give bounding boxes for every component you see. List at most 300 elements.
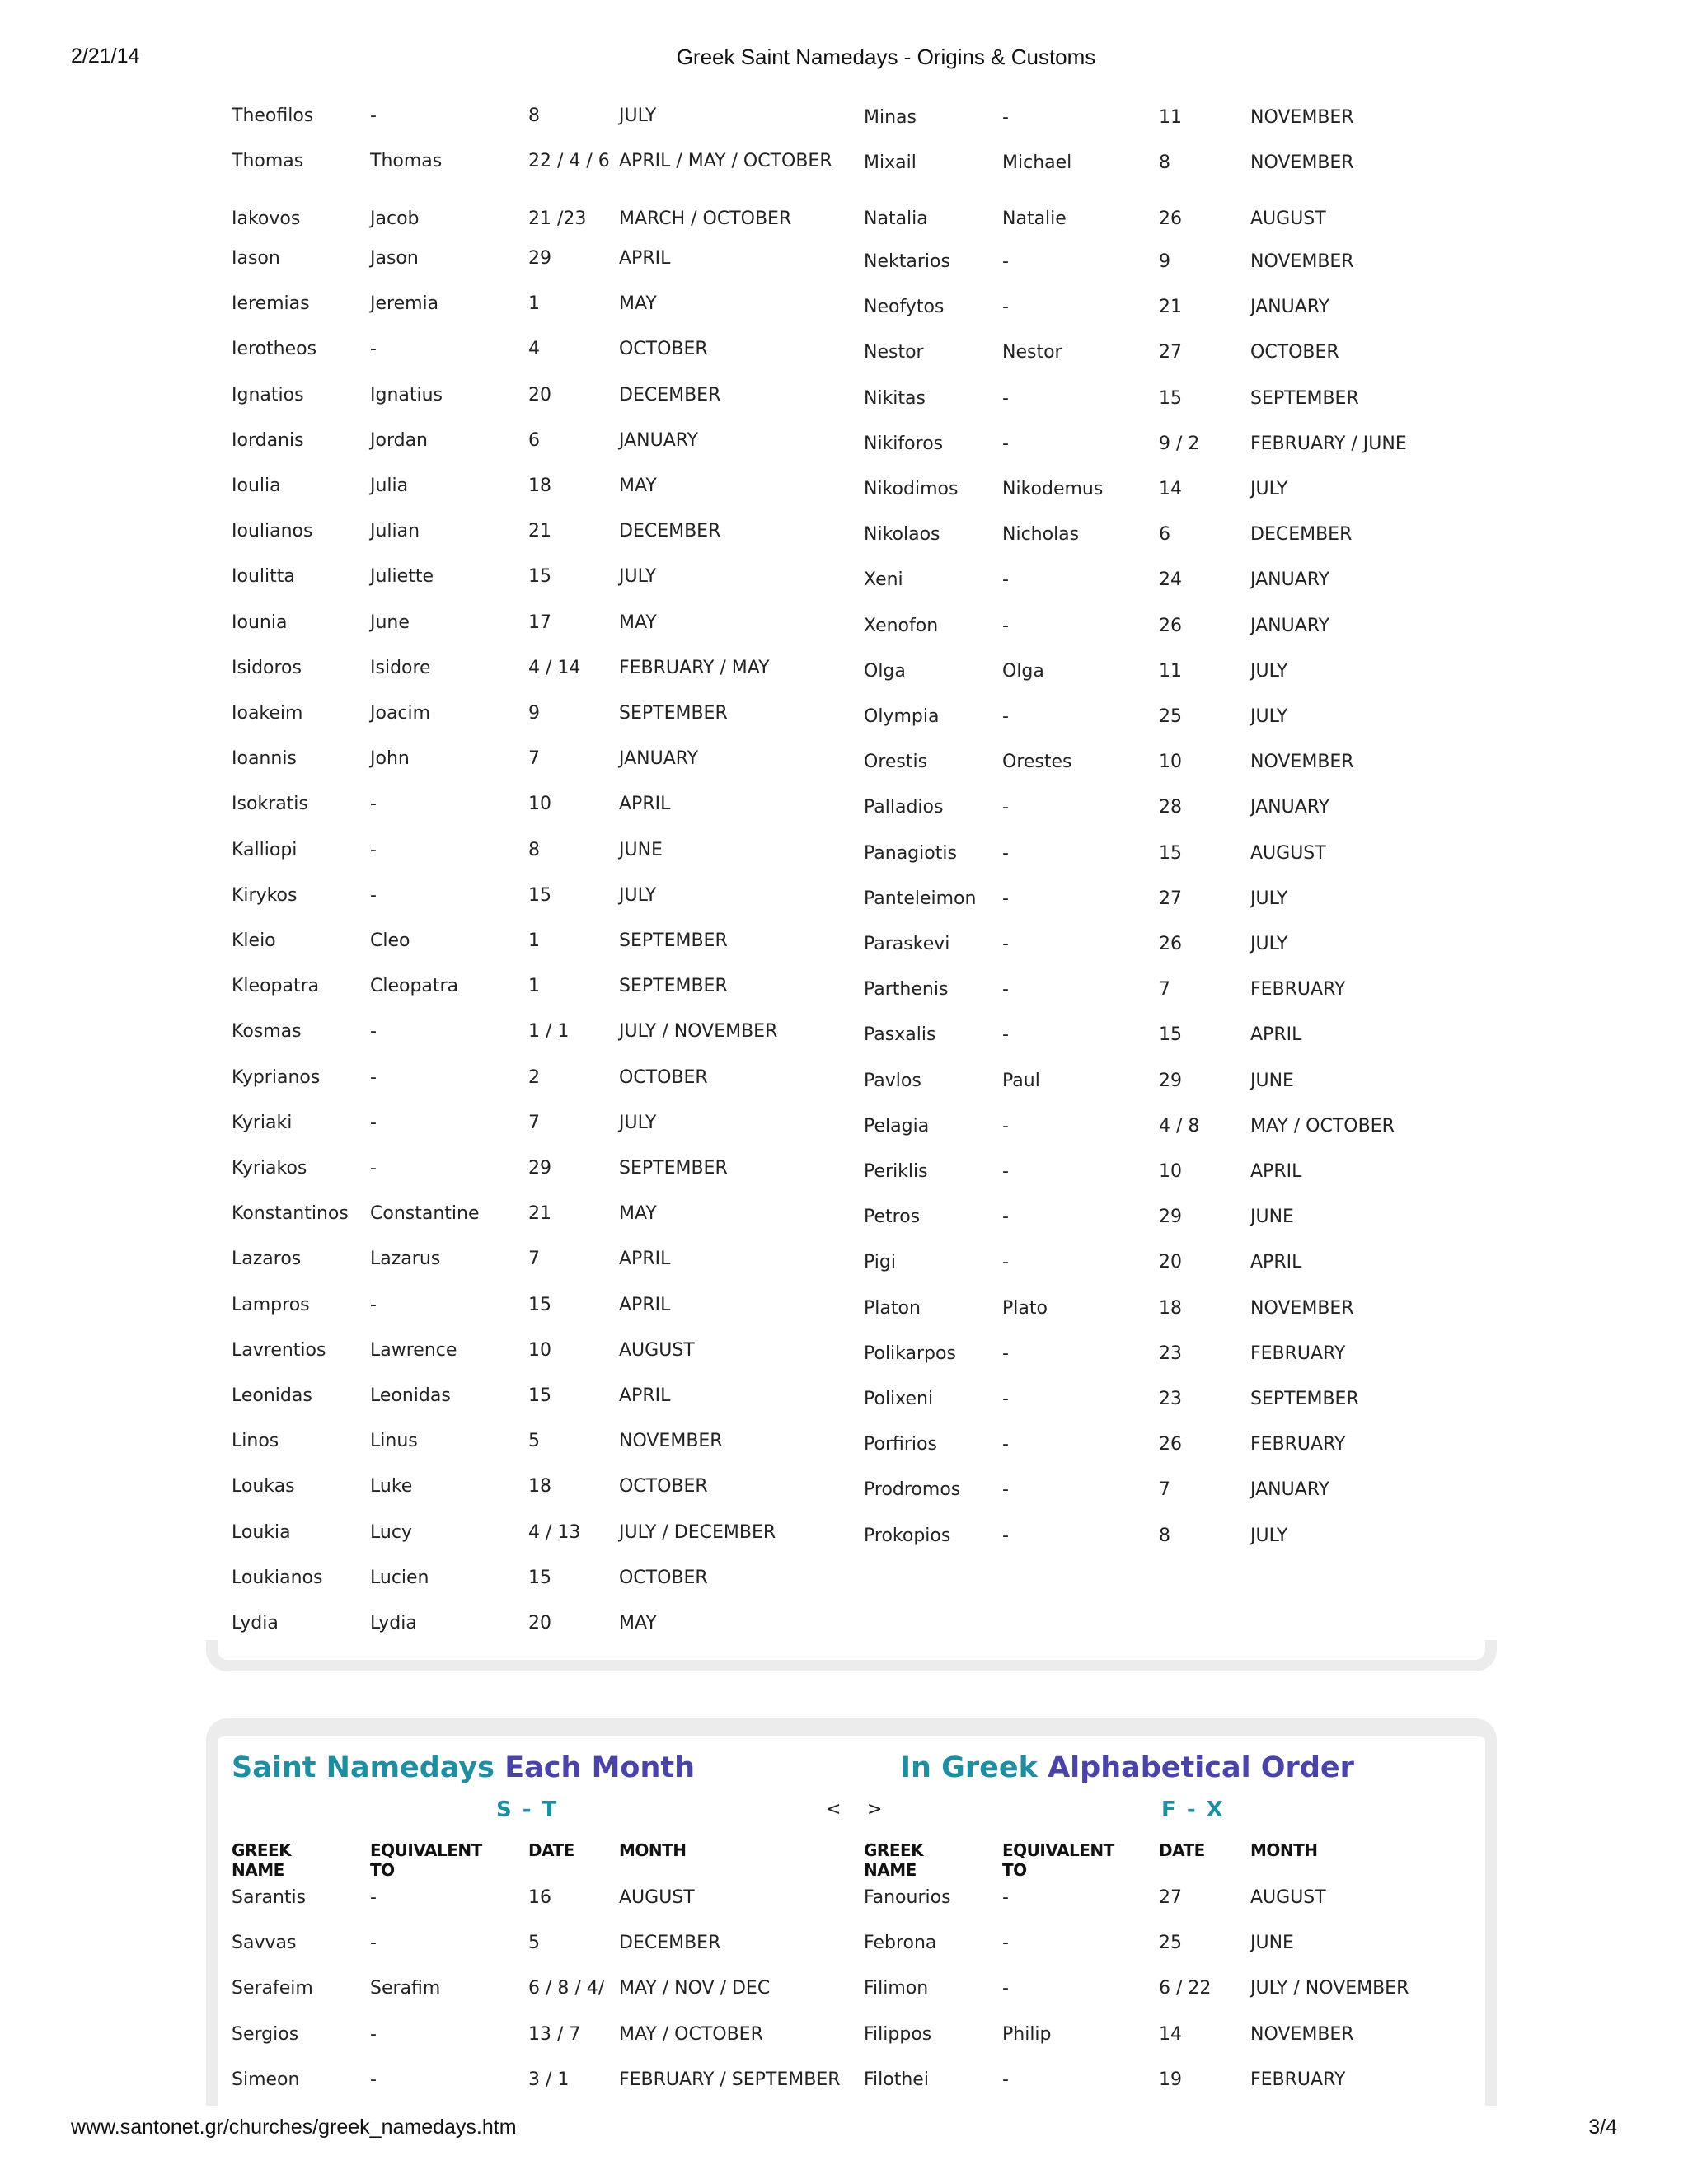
date-cell: 1 — [528, 976, 540, 997]
month-cell: APRIL / MAY / OCTOBER — [619, 151, 832, 171]
month-cell: AUGUST — [1250, 1887, 1326, 1908]
month-cell: FEBRUARY / SEPTEMBER — [619, 2069, 841, 2090]
equivalent-cell: Juliette — [370, 566, 434, 588]
greek-name-cell: Kirykos — [232, 884, 298, 906]
month-cell: AUGUST — [1250, 209, 1326, 229]
month-cell: OCTOBER — [619, 1567, 708, 1588]
date-cell: 15 — [528, 566, 551, 588]
equivalent-cell: - — [1002, 433, 1009, 454]
date-cell: 15 — [1159, 1024, 1182, 1046]
equivalent-cell: Orestes — [1002, 752, 1072, 773]
greek-name-cell: Loukia — [232, 1521, 291, 1543]
equivalent-cell: - — [370, 1066, 377, 1088]
date-cell: 9 / 2 — [1159, 433, 1200, 454]
greek-name-cell: Thomas — [232, 151, 304, 171]
equivalent-cell: Isidore — [370, 657, 431, 678]
date-cell: 29 — [1159, 1207, 1182, 1228]
greek-name-cell: Nestor — [864, 342, 924, 363]
date-cell: 10 — [1159, 1161, 1182, 1182]
equivalent-cell: - — [1002, 297, 1009, 318]
equivalent-cell: - — [1002, 1887, 1009, 1908]
greek-name-cell: Periklis — [864, 1161, 928, 1182]
month-cell: JULY — [619, 566, 657, 588]
month-cell: JULY — [1250, 888, 1288, 909]
greek-name-cell: Kyriakos — [232, 1158, 307, 1179]
page-date: 2/21/14 — [71, 45, 140, 68]
equivalent-cell: Michael — [1002, 152, 1072, 173]
equivalent-cell: Lucien — [370, 1567, 429, 1588]
date-cell: 9 — [1159, 251, 1170, 272]
month-cell: JUNE — [1250, 1207, 1294, 1228]
greek-name-cell: Ioulia — [232, 476, 281, 496]
month-cell: JUNE — [1250, 1933, 1294, 1954]
month-cell: SEPTEMBER — [619, 1158, 728, 1179]
month-cell: SEPTEMBER — [1250, 1389, 1359, 1409]
equivalent-cell: - — [1002, 1024, 1009, 1046]
equivalent-cell: Nestor — [1002, 342, 1062, 363]
month-cell: JULY — [1250, 934, 1288, 954]
equivalent-cell: Philip — [1002, 2023, 1052, 2045]
greek-name-cell: Isidoros — [232, 657, 302, 678]
date-cell: 15 — [528, 884, 551, 906]
date-cell: 7 — [528, 1112, 540, 1133]
month-cell: DECEMBER — [619, 384, 721, 405]
date-cell: 18 — [528, 476, 551, 496]
month-cell: JULY — [619, 884, 657, 906]
date-cell: 27 — [1159, 1887, 1182, 1908]
greek-name-cell: Minas — [864, 107, 917, 128]
date-cell: 8 — [1159, 152, 1170, 173]
equivalent-cell: Julia — [370, 476, 409, 496]
month-cell: NOVEMBER — [1250, 752, 1354, 773]
greek-name-cell: Ioakeim — [232, 703, 303, 724]
greek-name-cell: Nikiforos — [864, 433, 944, 454]
greek-name-cell: Febrona — [864, 1933, 937, 1954]
month-cell: APRIL — [619, 248, 671, 269]
equivalent-cell: Lawrence — [370, 1339, 457, 1361]
month-cell: JULY — [1250, 660, 1288, 682]
greek-name-cell: Nikitas — [864, 387, 926, 409]
date-cell: 25 — [1159, 1933, 1182, 1954]
date-cell: 18 — [528, 1476, 551, 1497]
greek-name-cell: Pelagia — [864, 1115, 930, 1137]
month-cell: MAY / NOV / DEC — [619, 1978, 771, 1999]
month-cell: JULY / NOVEMBER — [1250, 1978, 1409, 1999]
greek-name-cell: Nikolaos — [864, 524, 940, 546]
greek-name-cell: Xenofon — [864, 615, 939, 636]
greek-name-cell: Olga — [864, 660, 906, 682]
equivalent-cell: - — [1002, 1434, 1009, 1455]
greek-name-cell: Porfirios — [864, 1434, 937, 1455]
month-cell: JANUARY — [619, 429, 699, 451]
month-cell: MAY — [619, 612, 657, 633]
range-link-right[interactable]: F - X — [1161, 1797, 1225, 1822]
nav-next-link[interactable]: > — [867, 1799, 883, 1820]
greek-name-cell: Sergios — [232, 2023, 299, 2045]
equivalent-cell: - — [370, 884, 377, 906]
month-cell: JULY — [619, 1112, 657, 1133]
month-cell: APRIL — [619, 1385, 671, 1406]
month-cell: FEBRUARY — [1250, 1434, 1346, 1455]
month-cell: JANUARY — [1250, 1479, 1330, 1501]
date-cell: 21 — [1159, 297, 1182, 318]
greek-name-cell: Fanourios — [864, 1887, 951, 1908]
date-cell: 4 / 14 — [528, 657, 581, 678]
month-cell: OCTOBER — [1250, 342, 1339, 363]
equivalent-cell: - — [1002, 1479, 1009, 1501]
greek-name-cell: Ioannis — [232, 748, 297, 770]
month-cell: JANUARY — [1250, 569, 1330, 591]
equivalent-cell: - — [1002, 1343, 1009, 1364]
greek-name-cell: Iordanis — [232, 429, 304, 451]
month-cell: JULY / NOVEMBER — [619, 1021, 778, 1043]
month-cell: DECEMBER — [619, 1933, 721, 1954]
equivalent-cell: - — [1002, 797, 1009, 818]
date-cell: 3 / 1 — [528, 2069, 570, 2090]
greek-name-cell: Ioulianos — [232, 521, 313, 542]
equivalent-cell: - — [370, 1021, 377, 1043]
equivalent-cell: Lazarus — [370, 1249, 441, 1270]
greek-name-cell: Mixail — [864, 152, 917, 173]
equivalent-cell: - — [1002, 1252, 1009, 1273]
date-cell: 11 — [1159, 660, 1182, 682]
equivalent-cell: - — [1002, 1207, 1009, 1228]
equivalent-cell: Julian — [370, 521, 420, 542]
section-title-left: Saint Namedays Each Month — [232, 1751, 696, 1784]
date-cell: 28 — [1159, 797, 1182, 818]
month-cell: JULY — [619, 105, 657, 126]
month-cell: JUNE — [619, 839, 663, 860]
date-cell: 19 — [1159, 2069, 1182, 2090]
month-cell: SEPTEMBER — [619, 976, 728, 997]
equivalent-cell: - — [370, 1933, 377, 1954]
date-cell: 7 — [528, 1249, 540, 1270]
month-cell: MAY — [619, 1613, 657, 1633]
greek-name-cell: Pigi — [864, 1252, 896, 1273]
month-cell: FEBRUARY / MAY — [619, 657, 770, 678]
month-cell: NOVEMBER — [1250, 251, 1354, 272]
greek-name-cell: Pasxalis — [864, 1024, 936, 1046]
date-cell: 27 — [1159, 888, 1182, 909]
greek-name-cell: Kleopatra — [232, 976, 320, 997]
greek-name-cell: Pavlos — [864, 1070, 921, 1091]
date-cell: 4 / 13 — [528, 1521, 581, 1543]
date-cell: 8 — [528, 105, 540, 126]
date-cell: 5 — [528, 1431, 540, 1452]
month-cell: MAY / OCTOBER — [619, 2023, 763, 2045]
greek-name-cell: Palladios — [864, 797, 944, 818]
greek-name-cell: Loukas — [232, 1476, 295, 1497]
date-cell: 6 — [528, 429, 540, 451]
date-cell: 15 — [1159, 387, 1182, 409]
equivalent-cell: - — [370, 2023, 377, 2045]
date-cell: 10 — [1159, 752, 1182, 773]
month-cell: MAY / OCTOBER — [1250, 1115, 1395, 1137]
equivalent-cell: - — [1002, 888, 1009, 909]
date-cell: 20 — [528, 1613, 551, 1633]
equivalent-cell: Jacob — [370, 209, 420, 229]
greek-name-cell: Prokopios — [864, 1525, 951, 1546]
date-cell: 10 — [528, 794, 551, 815]
date-cell: 29 — [528, 248, 551, 269]
date-cell: 29 — [528, 1158, 551, 1179]
date-cell: 1 — [528, 293, 540, 315]
date-cell: 18 — [1159, 1297, 1182, 1319]
month-cell: JANUARY — [619, 748, 699, 770]
date-cell: 2 — [528, 1066, 540, 1088]
date-cell: 9 — [528, 703, 540, 724]
month-cell: SEPTEMBER — [619, 703, 728, 724]
equivalent-cell: Olga — [1002, 660, 1044, 682]
month-cell: DECEMBER — [619, 521, 721, 542]
date-cell: 26 — [1159, 615, 1182, 636]
month-cell: AUGUST — [619, 1887, 695, 1908]
equivalent-cell: - — [1002, 979, 1009, 1001]
month-cell: FEBRUARY — [1250, 2069, 1346, 2090]
greek-name-cell: Kyriaki — [232, 1112, 293, 1133]
equivalent-cell: June — [370, 612, 410, 633]
month-cell: APRIL — [619, 1294, 671, 1315]
greek-name-cell: Panteleimon — [864, 888, 977, 909]
month-cell: NOVEMBER — [1250, 152, 1354, 173]
greek-name-cell: Ierotheos — [232, 339, 317, 360]
greek-name-cell: Lavrentios — [232, 1339, 326, 1361]
month-cell: DECEMBER — [1250, 524, 1353, 546]
greek-name-cell: Polikarpos — [864, 1343, 956, 1364]
date-cell: 25 — [1159, 706, 1182, 727]
date-cell: 20 — [1159, 1252, 1182, 1273]
date-cell: 21 — [528, 1203, 551, 1225]
equivalent-cell: - — [370, 794, 377, 815]
equivalent-cell: - — [1002, 251, 1009, 272]
greek-name-cell: Lydia — [232, 1613, 279, 1633]
month-cell: JUNE — [1250, 1070, 1294, 1091]
month-cell: SEPTEMBER — [619, 930, 728, 951]
greek-name-cell: Nektarios — [864, 251, 950, 272]
month-cell: FEBRUARY — [1250, 1343, 1346, 1364]
equivalent-cell: - — [370, 1112, 377, 1133]
month-cell: APRIL — [619, 794, 671, 815]
greek-name-cell: Filothei — [864, 2069, 929, 2090]
date-cell: 23 — [1159, 1343, 1182, 1364]
date-cell: 27 — [1159, 342, 1182, 363]
greek-name-cell: Linos — [232, 1431, 279, 1452]
greek-name-cell: Loukianos — [232, 1567, 323, 1588]
month-cell: OCTOBER — [619, 1476, 708, 1497]
date-cell: 10 — [528, 1339, 551, 1361]
equivalent-cell: Serafim — [370, 1978, 441, 1999]
equivalent-cell: - — [1002, 842, 1009, 864]
month-cell: MAY — [619, 476, 657, 496]
equivalent-cell: Paul — [1002, 1070, 1040, 1091]
date-cell: 26 — [1159, 934, 1182, 954]
equivalent-cell: - — [1002, 1389, 1009, 1409]
month-cell: MARCH / OCTOBER — [619, 209, 792, 229]
greek-name-cell: Platon — [864, 1297, 921, 1319]
date-cell: 5 — [528, 1933, 540, 1954]
greek-name-cell: Kosmas — [232, 1021, 302, 1043]
date-cell: 6 / 8 / 4/ — [528, 1978, 605, 1999]
month-cell: JANUARY — [1250, 797, 1330, 818]
date-cell: 15 — [528, 1385, 551, 1406]
greek-name-cell: Parthenis — [864, 979, 949, 1001]
greek-name-cell: Iason — [232, 248, 280, 269]
equivalent-cell: Leonidas — [370, 1385, 451, 1406]
date-cell: 22 / 4 / 6 — [528, 151, 610, 171]
greek-name-cell: Ignatios — [232, 384, 304, 405]
equivalent-cell: - — [1002, 1525, 1009, 1546]
equivalent-cell: - — [370, 1294, 377, 1315]
nav-prev-link[interactable]: < — [826, 1799, 842, 1820]
equivalent-cell: Luke — [370, 1476, 413, 1497]
equivalent-cell: Linus — [370, 1431, 418, 1452]
date-cell: 26 — [1159, 1434, 1182, 1455]
equivalent-cell: - — [1002, 1978, 1009, 1999]
equivalent-cell: - — [370, 2069, 377, 2090]
greek-name-cell: Natalia — [864, 209, 928, 229]
date-cell: 17 — [528, 612, 551, 633]
date-cell: 24 — [1159, 569, 1182, 591]
greek-name-cell: Kleio — [232, 930, 276, 951]
range-link-left[interactable]: S - T — [496, 1797, 559, 1822]
date-cell: 20 — [528, 384, 551, 405]
month-cell: SEPTEMBER — [1250, 387, 1359, 409]
equivalent-cell: - — [370, 839, 377, 860]
equivalent-cell: - — [370, 105, 377, 126]
date-cell: 8 — [1159, 1525, 1170, 1546]
month-cell: AUGUST — [619, 1339, 695, 1361]
month-cell: APRIL — [1250, 1024, 1302, 1046]
equivalent-cell: John — [370, 748, 410, 770]
equivalent-cell: - — [1002, 1933, 1009, 1954]
greek-name-cell: Sarantis — [232, 1887, 307, 1908]
month-cell: MAY — [619, 293, 657, 315]
equivalent-cell: - — [370, 1158, 377, 1179]
equivalent-cell: Plato — [1002, 1297, 1048, 1319]
date-cell: 26 — [1159, 209, 1182, 229]
section-title-right: In Greek Alphabetical Order — [900, 1751, 1354, 1784]
date-cell: 4 / 8 — [1159, 1115, 1200, 1137]
greek-name-cell: Iounia — [232, 612, 288, 633]
month-cell: MAY — [619, 1203, 657, 1225]
greek-name-cell: Orestis — [864, 752, 928, 773]
greek-name-cell: Kalliopi — [232, 839, 298, 860]
greek-name-cell: Leonidas — [232, 1385, 312, 1406]
equivalent-cell: Joacim — [370, 703, 431, 724]
date-cell: 7 — [528, 748, 540, 770]
equivalent-cell: - — [1002, 706, 1009, 727]
date-cell: 16 — [528, 1887, 551, 1908]
month-cell: JANUARY — [1250, 297, 1330, 318]
equivalent-cell: - — [1002, 1161, 1009, 1182]
date-cell: 4 — [528, 339, 540, 360]
date-cell: 6 — [1159, 524, 1170, 546]
date-cell: 1 / 1 — [528, 1021, 570, 1043]
equivalent-cell: Lydia — [370, 1613, 417, 1633]
date-cell: 21 — [528, 521, 551, 542]
equivalent-cell: Jeremia — [370, 293, 439, 315]
date-cell: 21 /23 — [528, 209, 587, 229]
date-cell: 7 — [1159, 979, 1170, 1001]
date-cell: 1 — [528, 930, 540, 951]
equivalent-cell: - — [1002, 934, 1009, 954]
equivalent-cell: Jason — [370, 248, 419, 269]
equivalent-cell: Cleo — [370, 930, 410, 951]
date-cell: 11 — [1159, 107, 1182, 128]
month-cell: JULY / DECEMBER — [619, 1521, 776, 1543]
date-cell: 8 — [528, 839, 540, 860]
greek-name-cell: Kyprianos — [232, 1066, 321, 1088]
date-cell: 14 — [1159, 479, 1182, 499]
page-title: Greek Saint Namedays - Origins & Customs — [676, 45, 1096, 69]
greek-name-cell: Lazaros — [232, 1249, 302, 1270]
greek-name-cell: Nikodimos — [864, 479, 959, 499]
upper-panel-border — [206, 1640, 1497, 1671]
page-url: www.santonet.gr/churches/greek_namedays.htm — [71, 2116, 517, 2139]
month-cell: OCTOBER — [619, 339, 708, 360]
month-cell: JANUARY — [1250, 615, 1330, 636]
greek-name-cell: Neofytos — [864, 297, 945, 318]
equivalent-cell: Nikodemus — [1002, 479, 1104, 499]
equivalent-cell: - — [1002, 107, 1009, 128]
equivalent-cell: Constantine — [370, 1203, 480, 1225]
greek-name-cell: Simeon — [232, 2069, 300, 2090]
greek-name-cell: Theofilos — [232, 105, 314, 126]
month-cell: NOVEMBER — [1250, 2023, 1354, 2045]
greek-name-cell: Xeni — [864, 569, 903, 591]
date-cell: 14 — [1159, 2023, 1182, 2045]
greek-name-cell: Ioulitta — [232, 566, 295, 588]
greek-name-cell: Panagiotis — [864, 842, 957, 864]
equivalent-cell: - — [1002, 387, 1009, 409]
month-cell: APRIL — [1250, 1161, 1302, 1182]
greek-name-cell: Petros — [864, 1207, 921, 1228]
month-cell: NOVEMBER — [619, 1431, 723, 1452]
greek-name-cell: Filimon — [864, 1978, 929, 1999]
month-cell: NOVEMBER — [1250, 107, 1354, 128]
equivalent-cell: - — [1002, 615, 1009, 636]
month-cell: JULY — [1250, 479, 1288, 499]
greek-name-cell: Lampros — [232, 1294, 310, 1315]
equivalent-cell: - — [1002, 1115, 1009, 1137]
date-cell: 13 / 7 — [528, 2023, 581, 2045]
month-cell: APRIL — [619, 1249, 671, 1270]
equivalent-cell: - — [1002, 569, 1009, 591]
greek-name-cell: Serafeim — [232, 1978, 313, 1999]
date-cell: 15 — [528, 1294, 551, 1315]
equivalent-cell: Jordan — [370, 429, 428, 451]
date-cell: 7 — [1159, 1479, 1170, 1501]
greek-name-cell: Ieremias — [232, 293, 310, 315]
date-cell: 29 — [1159, 1070, 1182, 1091]
equivalent-cell: Ignatius — [370, 384, 443, 405]
month-cell: FEBRUARY — [1250, 979, 1346, 1001]
month-cell: OCTOBER — [619, 1066, 708, 1088]
greek-name-cell: Olympia — [864, 706, 940, 727]
month-cell: APRIL — [1250, 1252, 1302, 1273]
equivalent-cell: Natalie — [1002, 209, 1067, 229]
equivalent-cell: Cleopatra — [370, 976, 459, 997]
greek-name-cell: Filippos — [864, 2023, 932, 2045]
date-cell: 15 — [528, 1567, 551, 1588]
date-cell: 6 / 22 — [1159, 1978, 1212, 1999]
month-cell: NOVEMBER — [1250, 1297, 1354, 1319]
greek-name-cell: Paraskevi — [864, 934, 950, 954]
month-cell: JULY — [1250, 706, 1288, 727]
equivalent-cell: - — [370, 339, 377, 360]
equivalent-cell: Thomas — [370, 151, 443, 171]
page-number: 3/4 — [1588, 2116, 1617, 2139]
